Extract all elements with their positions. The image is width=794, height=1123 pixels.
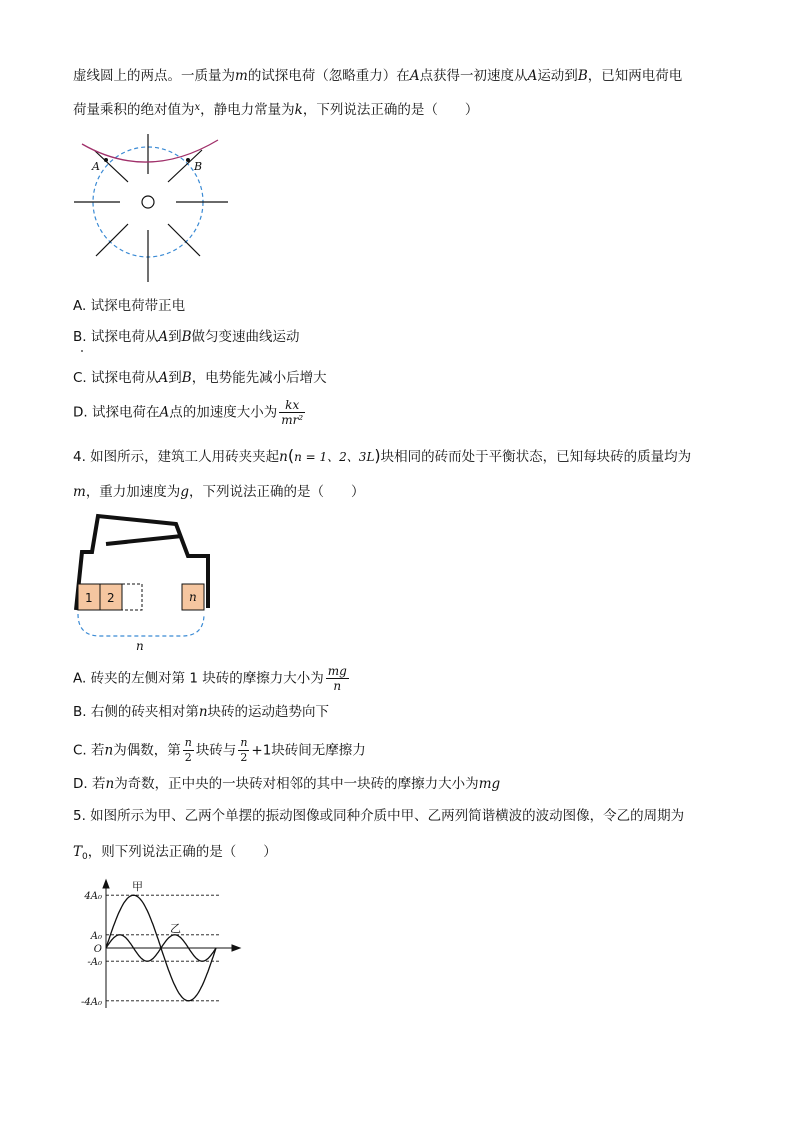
q3-option-c[interactable]: C. 试探电荷从A到B，电势能先减小后增大 — [73, 370, 327, 386]
q3-option-d[interactable]: D. 试探电荷在A点的加速度大小为 $\frac{kx}{\text{mr²}}$ — [73, 398, 304, 427]
q4-option-b[interactable]: B. 右侧的砖夹相对第n块砖的运动趋势向下 — [73, 704, 330, 720]
svg-text:1: 1 — [85, 591, 93, 605]
label-a: A — [92, 160, 100, 173]
center-charge — [142, 196, 154, 208]
q3-option-b[interactable]: B. 试探电荷从A到B做匀变速曲线运动 — [73, 329, 300, 345]
y-tick-label: A₀ — [90, 930, 102, 942]
q4-option-a[interactable]: A. 砖夹的左侧对第 1 块砖的摩擦力大小为 $\frac{mg}{n}$ — [73, 664, 347, 693]
q4-stem-line1: 4. 如图所示，建筑工人用砖夹夹起n(n = 1、2、3L)块相同的砖而处于平衡状态，已知每块砖的质量均为 — [73, 446, 692, 465]
series-label-2: 乙 — [170, 922, 181, 935]
label-b: B — [194, 160, 203, 173]
q3-stem-line1: 虚线圆上的两点。一质量为m的试探电荷（忽略重力）在A点获得一初速度从A运动到B，已知两电荷电 — [73, 68, 683, 84]
q5-stem-line1: 5. 如图所示为甲、乙两个单摆的振动图像或同种介质中甲、乙两列简谐横波的波动图像，令乙的周期为 — [73, 808, 685, 824]
bracket — [78, 614, 204, 636]
svg-text:n: n — [136, 639, 144, 653]
y-tick-label: 4A₀ — [84, 891, 102, 903]
q3-option-a[interactable]: A. 试探电荷带正电 — [73, 298, 186, 314]
y-tick-label: O — [93, 944, 102, 955]
y-tick-label: -A₀ — [87, 957, 102, 969]
q4-option-d[interactable]: D. 若n为奇数，正中央的一块砖对相邻的其中一块砖的摩擦力大小为mg — [73, 776, 501, 792]
q3-stem-line2: 荷量乘积的绝对值为$^x$，静电力常量为k，下列说法正确的是（ ） — [73, 102, 479, 118]
trajectory-curve — [82, 140, 218, 162]
series-label-1: 甲 — [132, 880, 143, 893]
field-line-figure — [68, 132, 238, 292]
field-lines — [74, 134, 228, 282]
y-tick-label: -4A₀ — [81, 996, 102, 1008]
brick-placeholder — [122, 584, 142, 610]
x-axis-arrow — [232, 945, 240, 951]
svg-text:n: n — [189, 590, 197, 604]
stray-dot — [81, 350, 83, 352]
wave-chart — [70, 876, 250, 1016]
y-axis-arrow — [103, 880, 109, 888]
q4-stem-line2: m，重力加速度为g，下列说法正确的是（ ） — [73, 484, 365, 500]
svg-text:2: 2 — [107, 591, 115, 605]
brick-clamp-figure — [70, 510, 220, 652]
q4-option-c[interactable]: C. 若n为偶数，第 $\frac{n}{2}$ 块砖与 $\frac{n}{2}$ +1块砖间无摩擦力 — [73, 736, 366, 764]
q5-stem-line2: $T_0$，则下列说法正确的是（ ） — [73, 844, 277, 862]
